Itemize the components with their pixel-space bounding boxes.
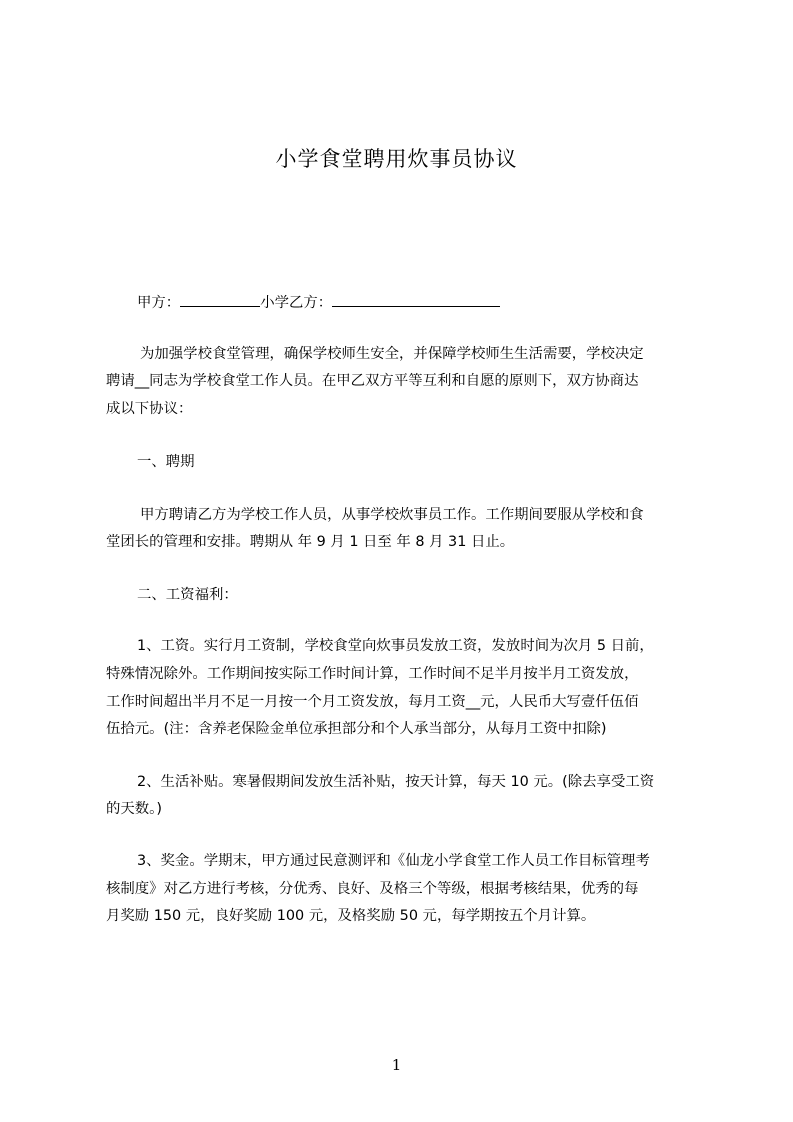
document-title: 小学食堂聘用炊事员协议: [275, 147, 518, 171]
bonus-line-2: 核制度》对乙方进行考核，分优秀、良好、及格三个等级，根据考核结果，优秀的每: [106, 881, 639, 897]
section1-line-2: 堂团长的管理和安排。聘期从 年 9 月 1 日至 年 8 月 31 日止。: [106, 534, 515, 550]
parties-line: [137, 292, 500, 312]
salary-line-2: 特殊情况除外。工作期间按实际工作时间计算，工作时间不足半月按半月工资发放，: [106, 666, 639, 682]
bonus-line-1: 3、奖金。学期末，甲方通过民意测评和《仙龙小学食堂工作人员工作目标管理考: [137, 853, 650, 869]
section1-heading: 一、聘期: [137, 454, 195, 470]
page-number: 1: [391, 1056, 402, 1074]
bonus-line-3: 月奖励 150 元，良好奖励 100 元，及格奖励 50 元，每学期按五个月计算。: [106, 908, 596, 924]
allowance-line-1: 2、生活补贴。寒暑假期间发放生活补贴，按天计算，每天 10 元。(除去享受工资: [137, 774, 655, 790]
salary-line-4: 伍拾元。(注：含养老保险金单位承担部分和个人承当部分，从每月工资中扣除): [106, 721, 607, 737]
intro-line-2: 聘请__同志为学校食堂工作人员。在甲乙双方平等互利和自愿的原则下，双方协商达: [106, 373, 639, 389]
section1-line-1: 甲方聘请乙方为学校工作人员，从事学校炊事员工作。工作期间要服从学校和食: [140, 507, 644, 523]
section2-heading: 二、工资福利：: [137, 587, 238, 603]
party-b-blank: [332, 292, 500, 307]
salary-line-3: 工作时间超出半月不足一月按一个月工资发放，每月工资__元，人民币大写壹仟伍佰: [106, 694, 639, 710]
intro-line-1: 为加强学校食堂管理，确保学校师生安全，并保障学校师生生活需要，学校决定: [140, 346, 644, 362]
salary-line-1: 1、工资。实行月工资制，学校食堂向炊事员发放工资，发放时间为次月 5 日前，: [137, 638, 654, 654]
allowance-line-2: 的天数。): [106, 801, 162, 817]
party-a-blank: [180, 292, 260, 307]
party-a-label: 甲方：: [137, 295, 181, 311]
party-b-label: 小学乙方：: [260, 295, 333, 311]
intro-line-3: 成以下协议：: [106, 401, 193, 417]
